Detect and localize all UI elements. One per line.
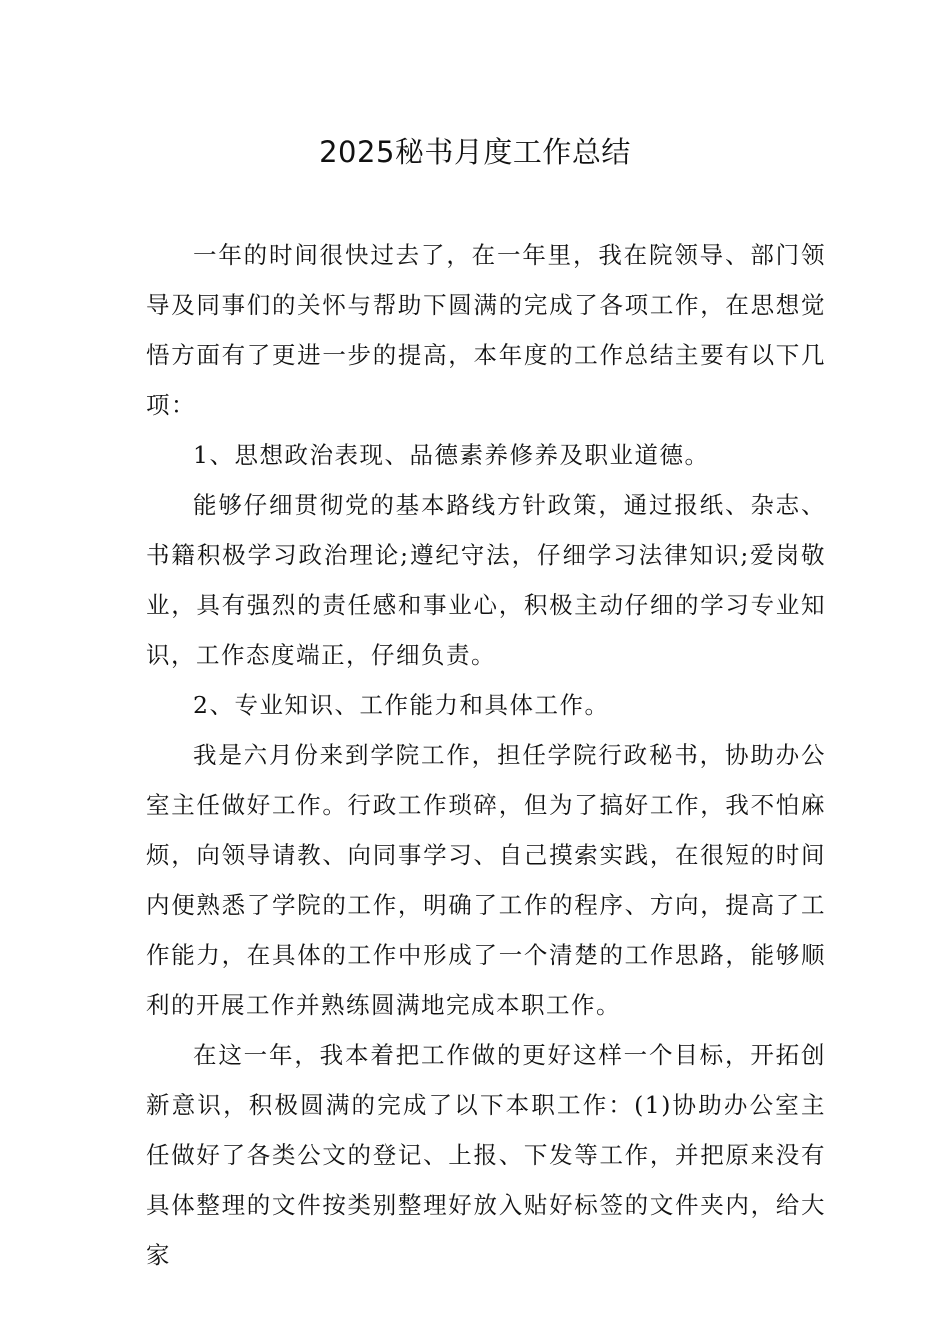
paragraph-political: 能够仔细贯彻党的基本路线方针政策，通过报纸、杂志、书籍积极学习政治理论;遵纪守法，仔细学习法律知识;爱岗敬业，具有强烈的责任感和事业心，积极主动仔细的学习专业知识，工作态度端正，仔细负责。: [146, 491, 826, 669]
document-body: [146, 230, 826, 1280]
paragraph-work: 我是六月份来到学院工作，担任学院行政秘书，协助办公室主任做好工作。行政工作琐碎，但为了搞好工作，我不怕麻烦，向领导请教、向同事学习、自己摸索实践，在很短的时间内便熟悉了学院的工作，明确了工作的程序、方向，提高了工作能力，在具体的工作中形成了一个清楚的工作思路，能够顺利的开展工作并熟练圆满地完成本职工作。: [146, 741, 826, 1019]
document-title: 2025秘书月度工作总结: [319, 135, 631, 169]
paragraph-duties: 在这一年，我本着把工作做的更好这样一个目标，开拓创新意识，积极圆满的完成了以下本职工作：(1)协助办公室主任做好了各类公文的登记、上报、下发等工作，并把原来没有具体整理的文件按类别整理好放入贴好标签的文件夹内，给大家: [146, 1041, 826, 1269]
paragraph-intro: 一年的时间很快过去了，在一年里，我在院领导、部门领导及同事们的关怀与帮助下圆满的完成了各项工作，在思想觉悟方面有了更进一步的提高，本年度的工作总结主要有以下几项：: [146, 241, 826, 419]
section-heading-2: 2、专业知识、工作能力和具体工作。: [193, 691, 610, 719]
section-heading-1: 1、思想政治表现、品德素养修养及职业道德。: [193, 441, 710, 469]
